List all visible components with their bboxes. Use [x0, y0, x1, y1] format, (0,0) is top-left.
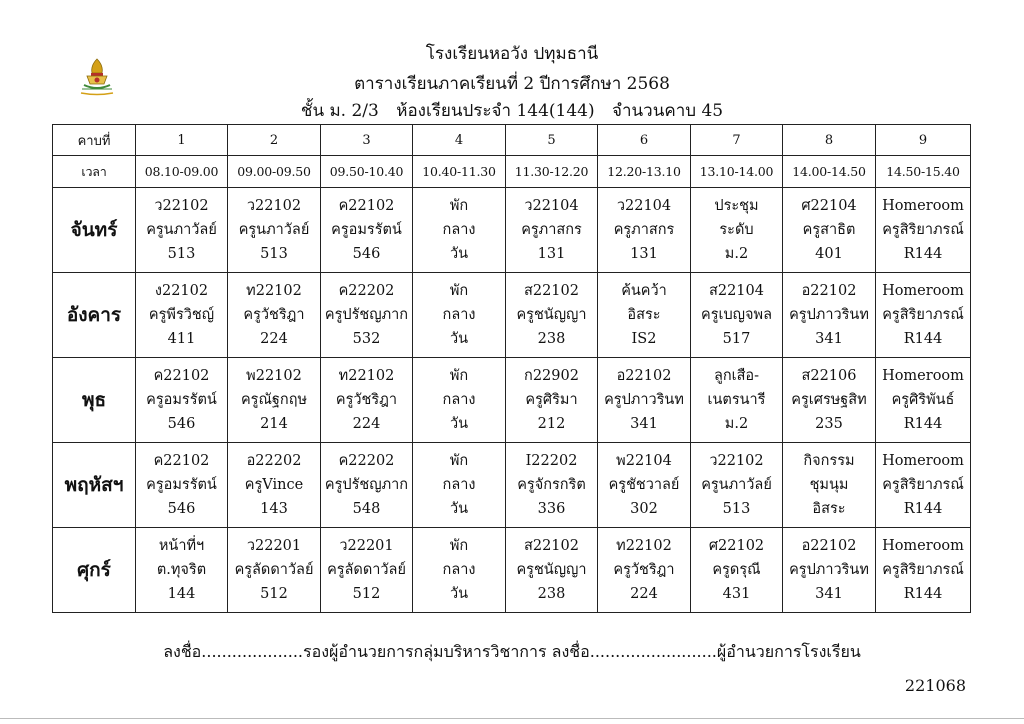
teacher-name: ครูชนัญญา: [516, 307, 587, 323]
teacher-name: ชุมนุม: [809, 477, 849, 493]
teacher-name: ระดับ: [719, 222, 754, 238]
day-name: พฤหัสฯ: [53, 443, 136, 528]
schedule-cell: [413, 358, 506, 443]
period-number: 3: [321, 125, 413, 156]
schedule-cell: [321, 528, 413, 613]
subject-code: พัก: [449, 283, 469, 299]
schedule-title: ตารางเรียนภาคเรียนที่ 2 ปีการศึกษา 2568: [354, 74, 670, 94]
period-number: 1: [136, 125, 228, 156]
subject-code: พ22104: [616, 453, 672, 469]
subject-code: ศ22104: [801, 198, 857, 214]
class-info: [0, 97, 1024, 124]
schedule-cell: [783, 358, 876, 443]
subject-code: ง22102: [154, 283, 209, 299]
subject-code: ว22201: [246, 538, 302, 554]
room-number: 411: [167, 331, 196, 347]
timetable: [52, 124, 971, 613]
schedule-cell: [413, 443, 506, 528]
teacher-name: ครูดรุณี: [712, 562, 761, 578]
subject-code: ประชุม: [714, 198, 759, 214]
room-number: R144: [903, 246, 943, 262]
schedule-cell: [876, 528, 971, 613]
room-number: 401: [815, 246, 843, 262]
schedule-cell: [413, 528, 506, 613]
room-number: 224: [630, 586, 658, 602]
schedule-cell: [136, 188, 228, 273]
room-number: 336: [537, 501, 566, 517]
room-number: R144: [903, 416, 943, 432]
subject-code: ค22202: [338, 453, 395, 469]
teacher-name: ครูเศรษฐสิท: [791, 392, 867, 408]
schedule-cell: [321, 273, 413, 358]
schedule-cell: [321, 443, 413, 528]
schedule-cell: [691, 358, 783, 443]
period-time: 10.40-11.30: [413, 156, 506, 188]
day-row: [53, 188, 971, 273]
schedule-cell: [506, 358, 598, 443]
teacher-name: ครูชัชวาลย์: [608, 477, 680, 493]
teacher-name: อิสระ: [627, 307, 661, 323]
teacher-name: ครูลัดดาวัลย์: [327, 562, 406, 578]
subject-code: ส22106: [801, 368, 857, 384]
room-number: 143: [260, 501, 288, 517]
day-row: [53, 273, 971, 358]
teacher-name: กลาง: [442, 222, 476, 238]
teacher-name: ครูลัดดาวัลย์: [234, 562, 314, 578]
room-number: 144: [167, 586, 196, 602]
teacher-name: ครูสาธิต: [802, 222, 856, 238]
room-number: 238: [537, 586, 566, 602]
teacher-name: ครูณัฐกฤษ: [240, 392, 308, 408]
subject-code: พัก: [449, 538, 469, 554]
room-number: 341: [630, 416, 658, 432]
teacher-name: กลาง: [442, 307, 476, 323]
day-row: [53, 358, 971, 443]
teacher-name: ครูสิริยาภรณ์: [882, 477, 964, 493]
room-number: 302: [630, 501, 658, 517]
subject-code: อ22102: [801, 283, 857, 299]
subject-code: ศ22102: [708, 538, 765, 554]
room-number: 512: [352, 586, 381, 602]
subject-code: พัก: [449, 368, 469, 384]
period-time: 14.50-15.40: [876, 156, 971, 188]
period-number: 9: [876, 125, 971, 156]
teacher-name: ครูVince: [244, 477, 304, 493]
room-number: 131: [630, 246, 658, 262]
room-number: ม.2: [724, 246, 749, 262]
room-number: 517: [722, 331, 751, 347]
teacher-name: ครูสิริยาภรณ์: [882, 222, 964, 238]
subject-code: อ22102: [616, 368, 672, 384]
subject-code: I22202: [525, 453, 578, 469]
period-time: 14.00-14.50: [783, 156, 876, 188]
room-number: 224: [260, 331, 288, 347]
class-label: ชั้น ม. 2/3: [300, 101, 379, 121]
schedule-cell: [228, 358, 321, 443]
schedule-cell: [691, 188, 783, 273]
teacher-name: ครูปภาวรินท: [789, 307, 869, 323]
room-number: 224: [352, 416, 381, 432]
period-row-label: คาบที่: [53, 125, 136, 156]
subject-code: ท22102: [338, 368, 395, 384]
subject-code: ว22201: [339, 538, 394, 554]
schedule-cell: [783, 273, 876, 358]
subject-code: พัก: [449, 198, 469, 214]
teacher-name: ครูจักรกริต: [517, 477, 586, 493]
schedule-cell: [506, 188, 598, 273]
subject-code: ว22102: [154, 198, 209, 214]
day-name: ศุกร์: [53, 528, 136, 613]
day-row: [53, 528, 971, 613]
schedule-cell: [691, 443, 783, 528]
period-time: 09.00-09.50: [228, 156, 321, 188]
teacher-name: ครูปภาวรินท: [604, 392, 684, 408]
day-name: อังคาร: [53, 273, 136, 358]
subject-code: กิจกรรม: [803, 453, 855, 469]
schedule-cell: [876, 358, 971, 443]
schedule-cell: [876, 188, 971, 273]
teacher-name: กลาง: [442, 392, 476, 408]
periods-count-label: จำนวนคาบ 45: [612, 101, 724, 121]
schedule-cell: [506, 443, 598, 528]
room-number: R144: [903, 331, 943, 347]
teacher-name: ครูสิริยาภรณ์: [882, 307, 964, 323]
subject-code: ค22202: [338, 283, 395, 299]
school-name: โรงเรียนหอวัง ปทุมธานี: [425, 44, 599, 64]
room-number: 214: [260, 416, 288, 432]
subject-code: ก22902: [524, 368, 579, 384]
room-number: 546: [167, 501, 196, 517]
teacher-name: ครูพีรวิชญ์: [148, 307, 215, 323]
teacher-name: ครูภาสกร: [521, 222, 582, 238]
subject-code: ว22104: [616, 198, 672, 214]
schedule-cell: [783, 443, 876, 528]
schedule-cell: [598, 528, 691, 613]
teacher-name: ครูชนัญญา: [516, 562, 587, 578]
teacher-name: ครูอมรรัตน์: [146, 477, 217, 493]
room-label: ห้องเรียนประจำ 144(144): [396, 101, 595, 121]
room-number: 238: [537, 331, 566, 347]
schedule-cell: [228, 528, 321, 613]
schedule-cell: [136, 273, 228, 358]
teacher-name: ครูศิริมา: [525, 392, 578, 408]
page-bottom-edge: [0, 718, 1024, 719]
period-time: 09.50-10.40: [321, 156, 413, 188]
schedule-cell: [598, 358, 691, 443]
schedule-cell: [598, 273, 691, 358]
teacher-name: ครูนภาวัลย์: [238, 222, 310, 238]
teacher-name: ครูวัชริฎา: [613, 562, 675, 578]
subject-code: ส22102: [524, 283, 579, 299]
period-time: 08.10-09.00: [136, 156, 228, 188]
period-header-row: [53, 125, 971, 156]
period-number: 4: [413, 125, 506, 156]
time-row-label: เวลา: [53, 156, 136, 188]
schedule-cell: [876, 273, 971, 358]
schedule-cell: [136, 443, 228, 528]
schedule-cell: [321, 188, 413, 273]
teacher-name: ครูเบญจพล: [701, 307, 772, 323]
day-name: จันทร์: [53, 188, 136, 273]
room-number: วัน: [449, 246, 469, 262]
subject-code: ค22102: [153, 453, 210, 469]
teacher-name: ครูปรัชญภาก: [324, 307, 409, 323]
schedule-cell: [598, 188, 691, 273]
period-number: 6: [598, 125, 691, 156]
time-header-row: [53, 156, 971, 188]
signature-line: ลงชื่อ....................รองผู้อำนวยการกลุ่มบริหารวิชาการ ลงชื่อ.........................ผู้อำนวยการโรงเรียน: [163, 642, 861, 661]
subject-code: อ22202: [246, 453, 302, 469]
subject-code: ค้นคว้า: [621, 283, 667, 299]
subject-code: ว22104: [524, 198, 579, 214]
room-number: 513: [167, 246, 196, 262]
period-number: 7: [691, 125, 783, 156]
document-code: 221068: [904, 676, 966, 695]
room-number: วัน: [449, 586, 469, 602]
room-number: วัน: [449, 501, 469, 517]
period-number: 5: [506, 125, 598, 156]
day-row: [53, 443, 971, 528]
teacher-name: ครูวัชริฎา: [335, 392, 398, 408]
schedule-cell: [691, 273, 783, 358]
schedule-cell: [783, 528, 876, 613]
subject-code: Homeroom: [882, 538, 964, 554]
room-number: 513: [722, 501, 751, 517]
period-time: 11.30-12.20: [506, 156, 598, 188]
room-number: ม.2: [724, 416, 749, 432]
teacher-name: ครูภาสกร: [613, 222, 675, 238]
room-number: อิสระ: [812, 501, 846, 517]
teacher-name: กลาง: [442, 477, 476, 493]
day-name: พุธ: [53, 358, 136, 443]
subject-code: พ22102: [246, 368, 302, 384]
teacher-name: กลาง: [442, 562, 476, 578]
teacher-name: ครูวัชริฎา: [243, 307, 305, 323]
teacher-name: ครูสิริยาภรณ์: [882, 562, 964, 578]
room-number: 513: [260, 246, 288, 262]
schedule-cell: [783, 188, 876, 273]
subject-code: Homeroom: [882, 198, 964, 214]
teacher-name: ครูอมรรัตน์: [146, 392, 217, 408]
room-number: IS2: [631, 331, 657, 347]
schedule-cell: [598, 443, 691, 528]
room-number: 548: [352, 501, 381, 517]
subject-code: อ22102: [801, 538, 857, 554]
schedule-cell: [321, 358, 413, 443]
room-number: 341: [815, 331, 843, 347]
teacher-name: ครูอมรรัตน์: [331, 222, 402, 238]
teacher-name: ต.ทุจริต: [156, 562, 207, 578]
teacher-name: ครูปภาวรินท: [789, 562, 869, 578]
schedule-cell: [506, 528, 598, 613]
subject-code: ค22102: [338, 198, 395, 214]
schedule-cell: [228, 273, 321, 358]
room-number: R144: [903, 586, 943, 602]
period-time: 12.20-13.10: [598, 156, 691, 188]
room-number: 341: [815, 586, 843, 602]
schedule-cell: [876, 443, 971, 528]
room-number: 546: [352, 246, 381, 262]
subject-code: ค22102: [153, 368, 210, 384]
schedule-cell: [691, 528, 783, 613]
subject-code: พัก: [449, 453, 469, 469]
subject-code: ท22102: [616, 538, 672, 554]
schedule-cell: [228, 443, 321, 528]
room-number: วัน: [449, 416, 469, 432]
subject-code: หน้าที่ฯ: [158, 538, 205, 554]
period-number: 2: [228, 125, 321, 156]
subject-code: ท22102: [246, 283, 302, 299]
teacher-name: ครูปรัชญภาก: [324, 477, 409, 493]
room-number: วัน: [449, 331, 469, 347]
subject-code: ลูกเสือ-: [713, 368, 760, 384]
schedule-cell: [506, 273, 598, 358]
room-number: 532: [352, 331, 381, 347]
subject-code: Homeroom: [882, 368, 964, 384]
subject-code: ว22102: [709, 453, 764, 469]
subject-code: Homeroom: [882, 283, 964, 299]
subject-code: ส22102: [524, 538, 579, 554]
schedule-cell: [136, 358, 228, 443]
schedule-cell: [228, 188, 321, 273]
schedule-cell: [413, 188, 506, 273]
room-number: 431: [722, 586, 751, 602]
subject-code: ว22102: [246, 198, 302, 214]
subject-code: Homeroom: [882, 453, 964, 469]
room-number: R144: [903, 501, 943, 517]
room-number: 131: [537, 246, 566, 262]
teacher-name: เนตรนารี: [707, 392, 766, 408]
room-number: 546: [167, 416, 196, 432]
schedule-cell: [136, 528, 228, 613]
room-number: 212: [537, 416, 566, 432]
schedule-cell: [413, 273, 506, 358]
room-number: 235: [815, 416, 843, 432]
period-number: 8: [783, 125, 876, 156]
period-time: 13.10-14.00: [691, 156, 783, 188]
subject-code: ส22104: [709, 283, 764, 299]
teacher-name: ครูนภาวัลย์: [701, 477, 772, 493]
teacher-name: ครูศิริพันธ์: [891, 392, 955, 408]
room-number: 512: [260, 586, 288, 602]
teacher-name: ครูนภาวัลย์: [146, 222, 217, 238]
